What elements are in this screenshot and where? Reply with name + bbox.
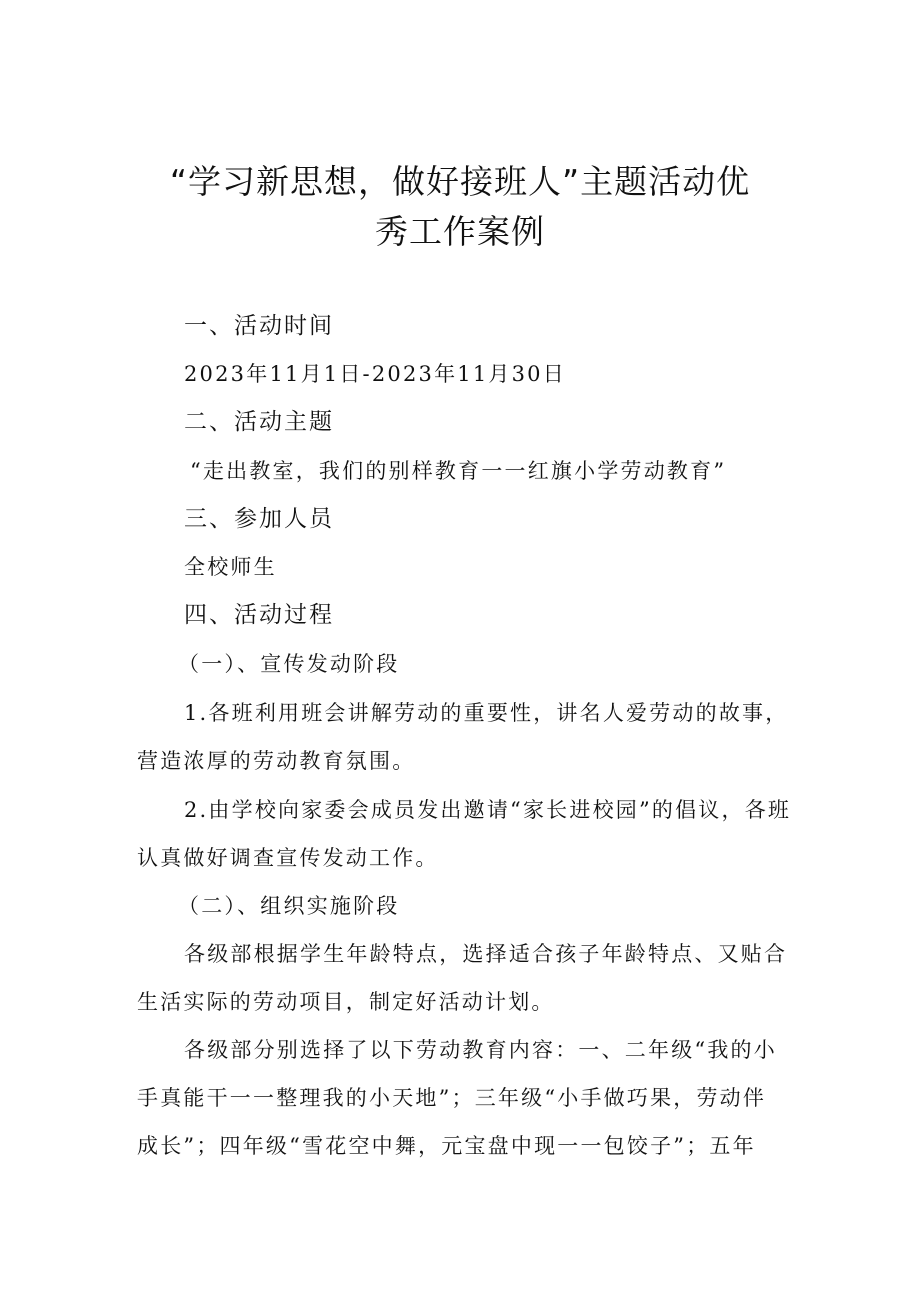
paragraph-1-line-2: 营造浓厚的劳动教育氛围。 [137, 749, 416, 773]
paragraph-3-line-1: 各级部根据学生年龄特点，选择适合孩子年龄特点、又贴合 [184, 942, 788, 966]
activity-time-text: 2023年11月1日-2023年11月30日 [184, 362, 566, 386]
section-heading-activity-theme: 二、活动主题 [184, 409, 334, 435]
subsection-publicity-stage: （一）、宣传发动阶段 [178, 652, 400, 676]
subsection-implementation-stage: （二）、组织实施阶段 [178, 894, 400, 918]
paragraph-4-line-1: 各级部分别选择了以下劳动教育内容：一、二年级“我的小 [184, 1038, 777, 1062]
document-title-line-2: 秀工作案例 [375, 212, 545, 251]
paragraph-4-line-2: 手真能干一一整理我的小天地”；三年级“小手做巧果，劳动伴 [137, 1086, 767, 1110]
paragraph-2-line-2: 认真做好调查宣传发动工作。 [137, 846, 439, 870]
participants-text: 全校师生 [184, 555, 277, 579]
activity-theme-text: “走出教室，我们的别样教育一一红旗小学劳动教育” [190, 459, 727, 483]
section-heading-activity-process: 四、活动过程 [184, 602, 334, 628]
document-title-line-1: “学习新思想，做好接班人”主题活动优 [169, 162, 751, 201]
paragraph-2-line-1: 2.由学校向家委会成员发出邀请“家长进校园”的倡议，各班 [184, 798, 792, 822]
paragraph-3-line-2: 生活实际的劳动项目，制定好活动计划。 [137, 990, 555, 1014]
paragraph-1-line-1: 1.各班利用班会讲解劳动的重要性，讲名人爱劳动的故事， [184, 701, 789, 725]
section-heading-activity-time: 一、活动时间 [184, 313, 334, 339]
paragraph-4-line-3: 成长”；四年级“雪花空中舞，元宝盘中现一一包饺子”；五年 [137, 1134, 756, 1158]
section-heading-participants: 三、参加人员 [184, 506, 334, 532]
